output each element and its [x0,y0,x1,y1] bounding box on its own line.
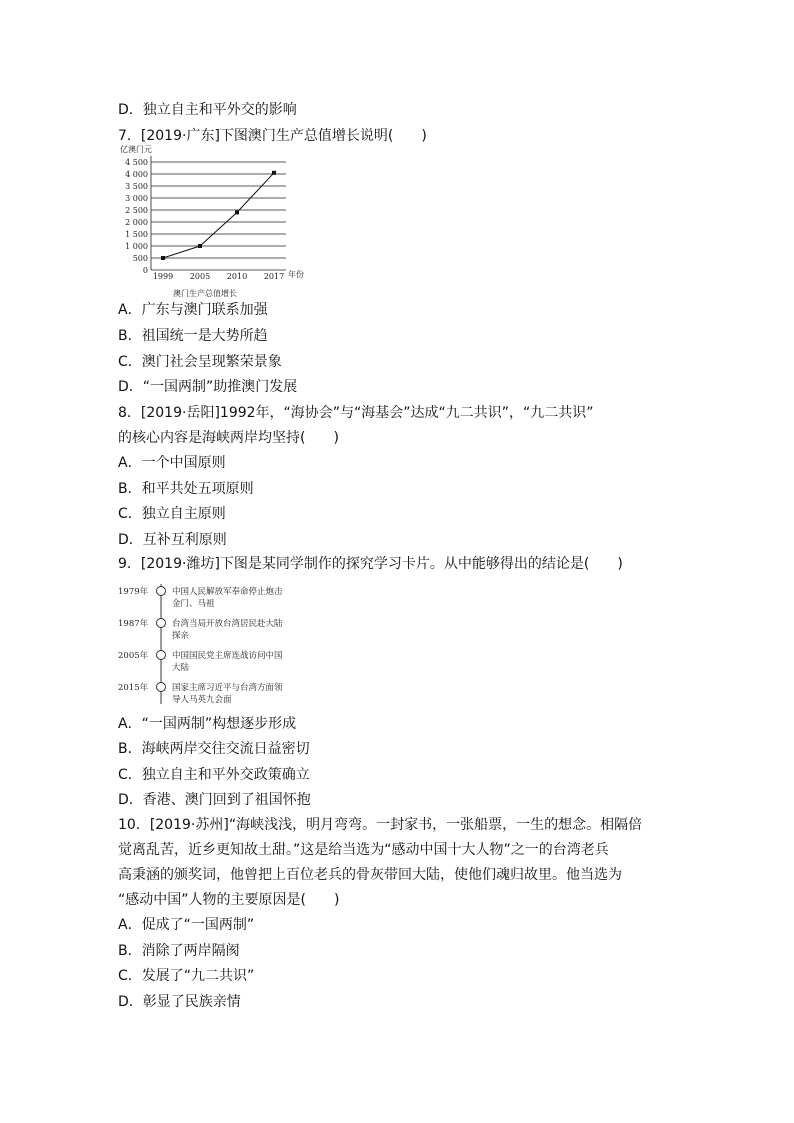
chart-points [161,171,276,260]
q7-option-d: D．“一国两制”助推澳门发展 [118,379,298,395]
timeline-node [157,651,166,660]
chart-ytick-label: 4 500 [125,158,148,167]
q9-option-c: C．独立自主和平外交政策确立 [118,767,310,783]
chart-ytick-label: 3 000 [125,194,148,203]
chart-point [235,210,239,214]
timeline-year: 1987年 [118,619,149,629]
timeline-text-line2: 导人马英九会面 [172,695,232,705]
chart-ytick-label: 1 000 [125,242,148,251]
q9-option-a: A．“一国两制”构想逐步形成 [118,716,297,732]
chart-ytick-label: 1 500 [125,230,148,239]
q7-option-a: A．广东与澳门联系加强 [118,302,268,318]
timeline-entry [118,650,283,673]
chart-point [198,244,202,248]
chart-ylabel: 亿澳门元 [120,145,152,154]
timeline-text-line1: 中国人民解放军奉命停止炮击 [172,587,283,597]
chart-ytick-label: 2 000 [125,218,148,227]
q9-stem: 9．[2019·潍坊]下图是某同学制作的探究学习卡片。从中能够得出的结论是( ) [118,556,623,572]
q7-stem: 7．[2019·广东]下图澳门生产总值增长说明( ) [118,128,427,144]
q8-stem-line1: 8．[2019·岳阳]1992年，“海协会”与“海基会”达成“九二共识”，“九二共识” [118,405,594,421]
timeline-node [157,619,166,628]
chart-xtick-label: 2005 [189,272,211,281]
chart-title: 澳门生产总值增长 [173,289,237,298]
q8-option-c: C．独立自主原则 [118,506,226,522]
timeline-entry [118,682,283,705]
q8-stem-line2: 的核心内容是海峡两岸均坚持( ) [118,430,339,446]
q7-option-b: B．祖国统一是大势所趋 [118,328,268,344]
study-card-timeline [118,578,338,710]
timeline-year: 2005年 [118,651,149,661]
chart-ytick-label: 0 [142,266,148,275]
timeline-text-line2: 大陆 [172,663,190,673]
q10-stem-line2: 觉离乱苦，近乡更知故土甜。”这是给当选为“感动中国十大人物”之一的台湾老兵 [118,842,609,858]
chart-ytick-label: 2 500 [125,206,148,215]
chart-xtick-label: 2010 [226,272,248,281]
gdp-line-chart [118,142,318,302]
timeline-entry [118,586,283,609]
timeline-text-line1: 台湾当局开放台湾居民赴大陆 [172,619,283,629]
chart-ytick-label: 3 500 [125,182,148,191]
q10-stem-line4: “感动中国”人物的主要原因是( ) [118,892,340,908]
chart-yticks [125,158,148,275]
q10-stem-line1: 10．[2019·苏州]“海峡浅浅，明月弯弯。一封家书，一张船票，一生的想念。相隔倍 [118,817,643,833]
chart-xticks [153,272,284,281]
timeline-text-line1: 中国国民党主席连战访问中国 [172,651,283,661]
chart-xlabel: 年份 [288,270,304,279]
q10-option-a: A．促成了“一国两制” [118,917,255,933]
q8-option-b: B．和平共处五项原则 [118,481,254,497]
chart-xtick-label: 2017 [263,272,285,281]
chart-xtick-label: 1999 [152,272,174,281]
chart-ytick-label: 500 [132,254,148,263]
timeline-entry [118,618,283,641]
timeline-year: 2015年 [118,683,149,693]
timeline-text-line1: 国家主席习近平与台湾方面领 [172,683,283,693]
timeline-node [157,683,166,692]
q10-stem-line3: 高秉涵的颁奖词，他曾把上百位老兵的骨灰带回大陆，使他们魂归故里。他当选为 [118,867,622,883]
q9-option-b: B．海峡两岸交往交流日益密切 [118,741,310,757]
q9-option-d: D．香港、澳门回到了祖国怀抱 [118,792,311,808]
q8-option-d: D．互补互利原则 [118,532,227,548]
timeline-year: 1979年 [118,587,149,597]
q10-option-b: B．消除了两岸隔阂 [118,943,240,959]
q7-option-c: C．澳门社会呈现繁荣景象 [118,354,282,370]
q6-option-d: D．独立自主和平外交的影响 [118,102,297,118]
timeline-node [157,587,166,596]
q8-option-a: A．一个中国原则 [118,455,226,471]
chart-point [272,171,276,175]
timeline-text-line2: 探亲 [172,631,190,641]
chart-ytick-label: 4 000 [125,170,148,179]
q10-option-d: D．彰显了民族亲情 [118,994,241,1010]
timeline-text-line2: 金门、马祖 [172,599,215,609]
chart-point [161,256,165,260]
chart-grid [151,156,286,270]
chart-series-line [163,173,274,258]
q10-option-c: C．发展了“九二共识” [118,968,255,984]
